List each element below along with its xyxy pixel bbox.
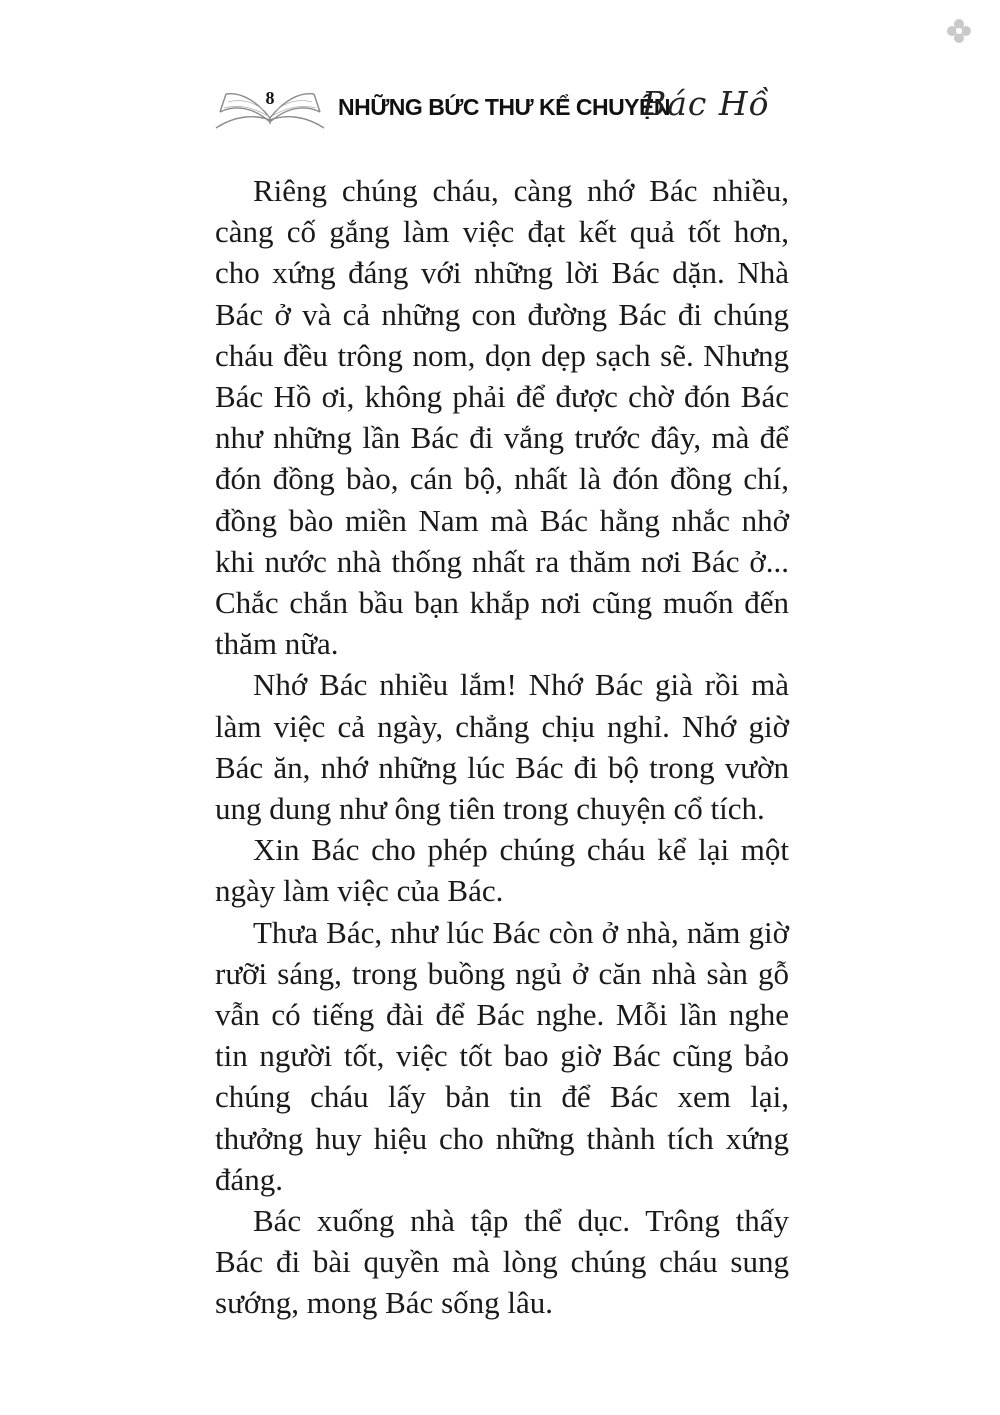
page-header: [214, 76, 794, 136]
paragraph: Riêng chúng cháu, càng nhớ Bác nhiều, càng cố gắng làm việc đạt kết quả tốt hơn, cho xứng đáng với những lời Bác dặn. Nhà Bác ở và cả những con đường Bác đi chúng cháu đều trông nom, dọn dẹp sạch sẽ. Nhưng Bác Hồ ơi, không phải để được chờ đón Bác như những lần Bác đi vắng trước đây, mà để đón đồng bào, cán bộ, nhất là đón đồng chí, đồng bào miền Nam mà Bác hằng nhắc nhở khi nước nhà thống nhất ra thăm nơi Bác ở... Chắc chắn bầu bạn khắp nơi cũng muốn đến thăm nữa.: [215, 173, 789, 662]
flower-ornament-icon: [944, 16, 974, 46]
paragraph: Nhớ Bác nhiều lắm! Nhớ Bác già rồi mà làm việc cả ngày, chẳng chịu nghỉ. Nhớ giờ Bác ăn, nhớ những lúc Bác đi bộ trong vườn ung dung như ông tiên trong chuyện cổ tích.: [215, 667, 789, 827]
paragraph: Xin Bác cho phép chúng cháu kể lại một ngày làm việc của Bác.: [215, 832, 789, 909]
paragraph: Bác xuống nhà tập thể dục. Trông thấy Bác đi bài quyền mà lòng chúng cháu sung sướng, mong Bác sống lâu.: [215, 1203, 789, 1321]
page-number: 8: [265, 88, 275, 108]
book-title: NHỮNG BỨC THƯ KỂ CHUYỆN: [338, 94, 670, 120]
page-body: [215, 170, 789, 1324]
book-title-script: Bác Hồ: [642, 84, 770, 123]
paragraph: Thưa Bác, như lúc Bác còn ở nhà, năm giờ rưỡi sáng, trong buồng ngủ ở căn nhà sàn gỗ vẫn có tiếng đài để Bác nghe. Mỗi lần nghe tin người tốt, việc tốt bao giờ Bác cũng bảo chúng cháu lấy bản tin để Bác xem lại, thưởng huy hiệu cho những thành tích xứng đáng.: [215, 914, 789, 1197]
